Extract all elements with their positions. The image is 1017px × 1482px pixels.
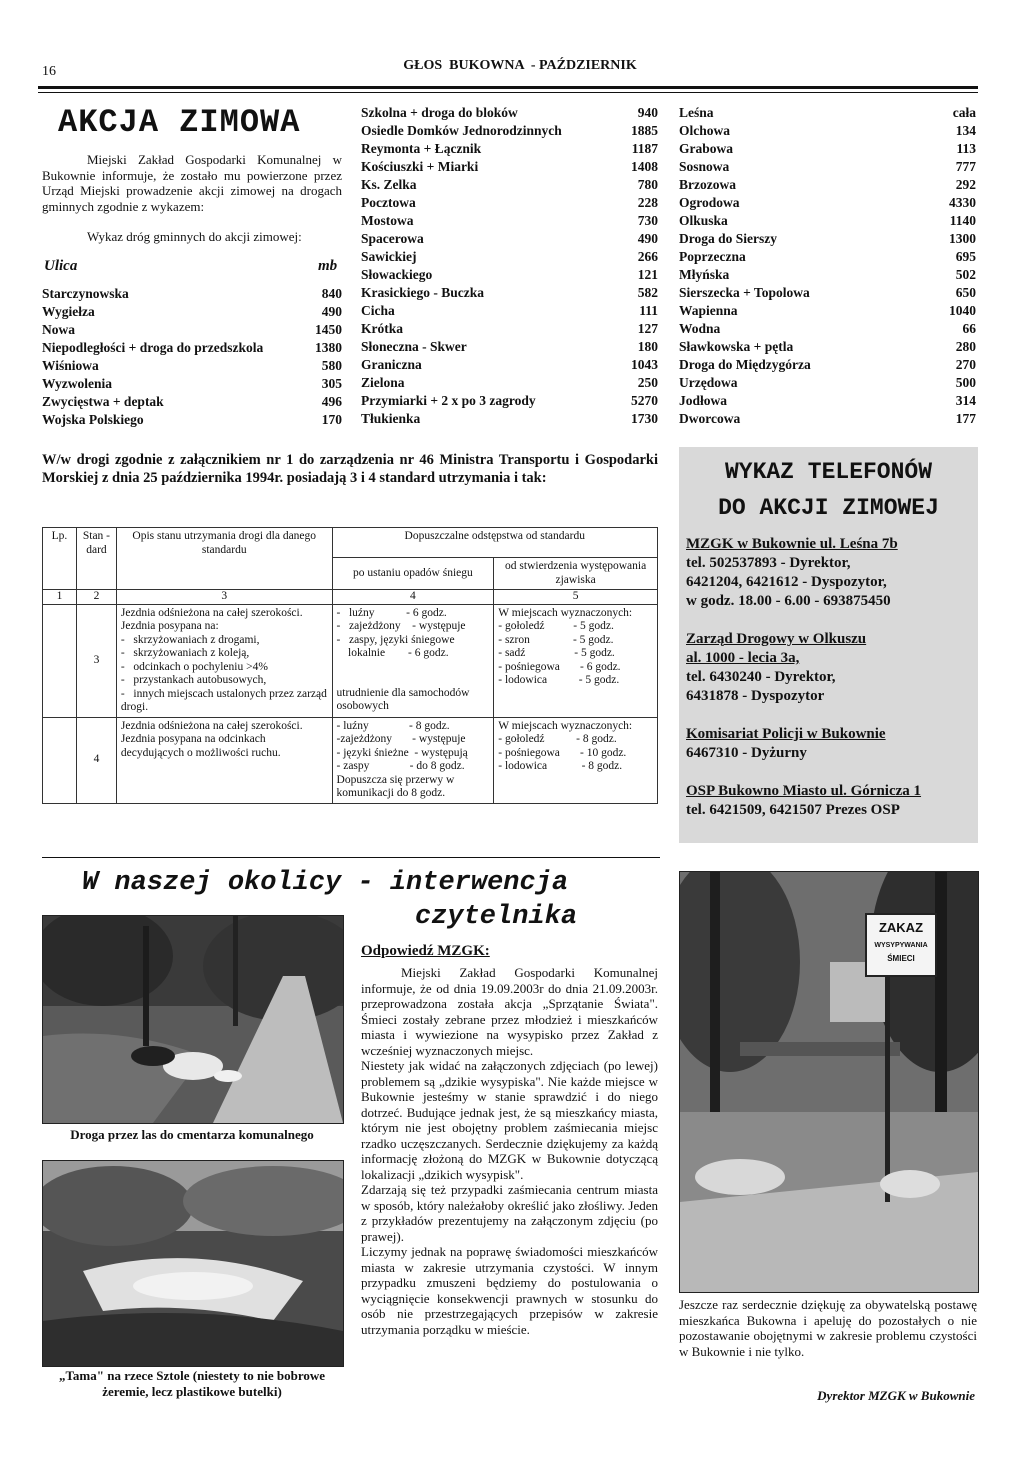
cell-line: - innych miejscach ustalonych przez zarząd drogi.	[120, 687, 330, 713]
policja-line-1: 6467310 - Dyżurny	[686, 745, 807, 761]
street-length: 228	[637, 195, 658, 210]
street-name: Spacerowa	[361, 231, 424, 246]
street-name: Młyńska	[679, 267, 730, 282]
row-opady	[337, 720, 490, 801]
cell-line: W miejscach wyznaczonych:	[498, 719, 633, 732]
street-row	[679, 338, 976, 356]
street-row	[679, 266, 976, 284]
osp-line-1: tel. 6421509, 6421507 Prezes OSP	[686, 802, 900, 818]
page-header-title: GŁOS BUKOWNA - PAŹDZIERNIK	[403, 58, 637, 73]
street-length: 502	[955, 267, 976, 282]
phones-title-1: WYKAZ TELEFONÓW	[724, 459, 933, 485]
street-row	[679, 284, 976, 302]
street-name: Poprzeczna	[679, 249, 746, 264]
street-row	[361, 158, 658, 176]
street-length: 314	[955, 393, 976, 408]
street-length: 500	[955, 375, 976, 390]
street-row	[679, 230, 976, 248]
cell-line: Jezdnia odśnieżona na całej szerokości.	[120, 606, 303, 619]
col-num: 5	[494, 590, 658, 605]
cell-line: - skrzyżowaniach z drogami,	[120, 633, 260, 646]
col-mb: mb	[318, 258, 338, 274]
street-name: Leśna	[679, 105, 714, 120]
row-standard: 4	[76, 717, 116, 803]
street-length: 490	[637, 231, 658, 246]
street-length: cała	[952, 105, 976, 120]
street-length: 650	[955, 285, 976, 300]
river-dam-caption: „Tama" na rzece Sztole (niestety to nie bobrowe żeremie, lecz plastikowe butelki)	[58, 1368, 326, 1399]
street-length: 580	[321, 358, 342, 373]
street-name: Sierszecka + Topolowa	[679, 285, 810, 300]
street-length: 1885	[631, 123, 658, 138]
col-num: 2	[76, 590, 116, 605]
th-standard: Stan - dard	[76, 528, 116, 590]
sign-photo	[679, 871, 979, 1293]
street-length: 496	[321, 394, 342, 409]
signature: Dyrektor MZGK w Bukownie	[817, 1388, 975, 1403]
street-row	[679, 248, 976, 266]
cell-line: Jezdnia posypana na:	[120, 620, 219, 632]
street-length: 5270	[631, 393, 658, 408]
cell-line: - przystankach autobusowych,	[120, 674, 267, 686]
street-row	[42, 411, 342, 429]
cell-line: W miejscach wyznaczonych:	[498, 606, 633, 619]
cell-line: - szron - 5 godz.	[498, 633, 614, 646]
page-number: 16	[42, 64, 56, 79]
street-list-1	[42, 285, 342, 429]
street-name: Ks. Zelka	[361, 177, 417, 192]
street-name: Grabowa	[679, 141, 733, 156]
street-name: Wyzwolenia	[42, 376, 112, 391]
street-row	[679, 158, 976, 176]
row-opady	[337, 607, 490, 714]
street-row	[679, 140, 976, 158]
street-length: 121	[637, 267, 658, 282]
street-list-3	[679, 104, 976, 428]
answer-paragraph-3: Zdarzają się też przypadki zaśmiecania centrum miasta w sposób, który należałoby określić jako złośliwy. Jeden z przykładów prezentujemy na załączonym zdjęciu (po prawej).	[361, 1182, 658, 1244]
street-row	[361, 284, 658, 302]
street-row	[42, 357, 342, 375]
cell-line: - gołoledź - 8 godz.	[498, 733, 617, 745]
street-length: 280	[955, 339, 976, 354]
street-row	[679, 392, 976, 410]
cell-line: - sadź - 5 godz.	[498, 647, 615, 659]
street-row	[42, 339, 342, 357]
th-dopuszczalne: Dopuszczalne odstępstwa od standardu	[332, 528, 657, 558]
street-length: 780	[637, 177, 658, 192]
cell-line: - lodowica - 8 godz.	[498, 760, 623, 772]
zarzad-line-1: tel. 6430240 - Dyrektor,	[686, 669, 836, 685]
section-divider	[42, 857, 660, 858]
street-row	[679, 104, 976, 122]
street-length: 180	[637, 339, 658, 354]
mzgk-line-2: 6421204, 6421612 - Dyspozytor,	[686, 574, 887, 590]
street-length: 127	[637, 321, 658, 336]
street-row	[361, 410, 658, 428]
cell-line: - pośniegowa - 10 godz.	[498, 746, 627, 759]
street-row	[679, 176, 976, 194]
street-row	[42, 303, 342, 321]
mzgk-line-1: tel. 502537893 - Dyrektor,	[686, 555, 851, 571]
street-name: Słowackiego	[361, 267, 433, 282]
cell-line	[337, 661, 490, 674]
street-name: Osiedle Domków Jednorodzinnych	[361, 123, 562, 138]
street-length: 1187	[631, 141, 658, 156]
street-row	[361, 194, 658, 212]
street-row	[679, 410, 976, 428]
okolica-title-1: W naszej okolicy - interwencja	[82, 868, 569, 898]
street-name: Brzozowa	[679, 177, 736, 192]
th-stwierdzenie: od stwierdzenia występowania zjawiska	[494, 558, 658, 590]
street-name: Zwycięstwa + deptak	[42, 394, 164, 409]
street-length: 134	[955, 123, 976, 138]
answer-heading: Odpowiedź MZGK:	[361, 943, 490, 959]
street-name: Szkolna + droga do bloków	[361, 105, 518, 120]
street-row	[361, 230, 658, 248]
row-zjawisko	[498, 720, 653, 774]
street-length: 170	[321, 412, 342, 427]
street-name: Wodna	[679, 321, 721, 336]
street-length: 695	[955, 249, 976, 264]
street-name: Ogrodowa	[679, 195, 740, 210]
street-row	[361, 374, 658, 392]
street-row	[679, 212, 976, 230]
street-name: Wiśniowa	[42, 358, 99, 373]
street-name: Sawickiej	[361, 249, 417, 264]
cell-line	[337, 674, 490, 687]
col-num: 3	[116, 590, 332, 605]
street-length: 177	[955, 411, 976, 426]
answer-paragraph-4: Liczymy jednak na poprawę świadomości mieszkańców miasta w zakresie utrzymania czystości. W innym przypadku zmuszeni będziemy do postulowania o wyciągnięcie konsekwencji prawnych w stosunku do osób nie przestrzegających przepisów w zakresie utrzymania porządku w mieście.	[361, 1244, 658, 1337]
street-length: 66	[962, 321, 976, 336]
street-row	[361, 338, 658, 356]
standards-table	[42, 527, 658, 804]
street-row	[361, 266, 658, 284]
cell-line: - zaspy, języki śniegowe	[336, 633, 455, 646]
street-name: Sosnowa	[679, 159, 730, 174]
cell-line: utrudnienie dla samochodów osobowych	[336, 686, 473, 712]
street-name: Przymiarki + 2 x po 3 zagrody	[361, 393, 536, 408]
street-row	[679, 194, 976, 212]
street-name: Droga do Sierszy	[679, 231, 777, 246]
street-row	[361, 248, 658, 266]
cell-line: - odcinkach o pochyleniu >4%	[120, 660, 268, 673]
row-opis	[121, 720, 328, 761]
okolica-title-2: czytelnika	[415, 902, 578, 932]
street-row	[679, 374, 976, 392]
street-name: Mostowa	[361, 213, 414, 228]
cell-line: Jezdnia posypana na odcinkach decydujących o możliwości ruchu.	[120, 733, 281, 759]
street-length: 1408	[631, 159, 658, 174]
street-length: 940	[637, 105, 658, 120]
header-rule	[38, 86, 978, 89]
street-list-2	[361, 104, 658, 428]
street-length: 111	[639, 303, 658, 318]
forest-road-image	[43, 916, 343, 1123]
street-length: 1730	[631, 411, 658, 426]
street-name: Graniczna	[361, 357, 422, 372]
cell-line: -zajeżdżony - występuje	[336, 733, 466, 745]
street-row	[361, 356, 658, 374]
cell-line: - lodowica - 5 godz.	[498, 674, 620, 686]
street-row	[679, 122, 976, 140]
street-name: Niepodległości + droga do przedszkola	[42, 340, 264, 355]
cell-line: - luźny - 8 godz.	[336, 719, 450, 732]
street-length: 266	[637, 249, 658, 264]
street-name: Wygiełza	[42, 304, 95, 319]
akcja-subintro: Wykaz dróg gminnych do akcji zimowej:	[87, 229, 302, 244]
table-row	[43, 604, 658, 717]
cell-line: - języki śnieżne - występują	[336, 746, 468, 759]
sign-photo-caption: Jeszcze raz serdecznie dziękuję za obywatelską postawę mieszkańca Bukowna i apeluję do pozostałych o nie pozostawanie obojętnymi w zakresie problemu czystości w Bukownie i nie tylko.	[679, 1297, 977, 1359]
street-length: 305	[321, 376, 342, 391]
street-length: 250	[637, 375, 658, 390]
street-row	[361, 140, 658, 158]
street-row	[42, 285, 342, 303]
street-length: 840	[321, 286, 342, 301]
phones-body	[686, 535, 976, 820]
street-length: 1300	[949, 231, 976, 246]
forest-road-caption: Droga przez las do cmentarza komunalnego	[70, 1127, 314, 1142]
street-name: Starczynowska	[42, 286, 129, 301]
answer-paragraph-1: Miejski Zakład Gospodarki Komunalnej informuje, że od dnia 19.09.2003r do dnia 21.09.2003r. przeprowadzona została akcja „Sprzątanie Świata". Śmieci zostały zebrane przez młodzież i mieszkańców miasta i wywiezione na wysypisko przez Zakład z wcześniej wyznaczonych miejsc.	[361, 965, 658, 1058]
street-length: 730	[637, 213, 658, 228]
street-name: Olkuska	[679, 213, 728, 228]
street-row	[361, 392, 658, 410]
col-num: 4	[332, 590, 494, 605]
street-length: 1450	[315, 322, 342, 337]
row-standard: 3	[76, 604, 116, 717]
standard-text: W/w drogi zgodnie z załącznikiem nr 1 do zarządzenia nr 46 Ministra Transportu i Gospodarki Morskiej z dnia 25 października 1994r. posiadają 3 i 4 standard utrzymania i tak:	[42, 452, 658, 486]
cell-line: - zaspy - do 8 godz.	[336, 760, 465, 772]
answer-body	[361, 965, 658, 1337]
row-opis	[121, 607, 328, 715]
row-zjawisko	[498, 607, 653, 688]
street-length: 582	[637, 285, 658, 300]
street-name: Zielona	[361, 375, 405, 390]
cell-line: lokalnie - 6 godz.	[336, 647, 449, 659]
street-name: Tłukienka	[361, 411, 421, 426]
phones-box	[679, 447, 978, 843]
street-length: 113	[956, 141, 976, 156]
sign-text-1: ZAKAZ	[878, 920, 924, 935]
forest-road-photo	[42, 915, 344, 1124]
street-name: Olchowa	[679, 123, 731, 138]
street-name: Słoneczna - Skwer	[361, 339, 467, 354]
answer-paragraph-2: Niestety jak widać na załączonych zdjęciach (po lewej) problemem są „dzikie wysypiska". Nie każde miejsce w Bukownie jesteśmy w stanie sprawdzić i do niego dotrzeć. Budujące jednak jest, że są mieszkańcy miasta, którym nie jest obojętny problem zaśmiecania miejsc rzadko uczęszczanych. Serdecznie dziękujemy za każdą informację złożoną do MZGK w Bukownie dotyczącą lokalizacji „dzikich wysypisk".	[361, 1058, 658, 1182]
street-length: 777	[955, 159, 976, 174]
osp-heading: OSP Bukowno Miasto ul. Górnicza 1	[686, 783, 922, 799]
cell-line: - gołoledź - 5 godz.	[498, 620, 614, 632]
street-length: 1380	[315, 340, 342, 355]
street-row	[361, 122, 658, 140]
street-name: Urzędowa	[679, 375, 738, 390]
header-rule-thin	[38, 92, 978, 93]
street-row	[361, 320, 658, 338]
th-lp: Lp.	[43, 528, 77, 590]
street-name: Dworcowa	[679, 411, 741, 426]
phones-title-2: DO AKCJI ZIMOWEJ	[718, 495, 939, 521]
street-length: 4330	[949, 195, 976, 210]
street-name: Kościuszki + Miarki	[361, 159, 479, 174]
street-name: Wapienna	[679, 303, 738, 318]
cell-line: - zajeżdżony - występuje	[336, 620, 466, 632]
street-name: Krótka	[361, 321, 403, 336]
street-name: Krasickiego - Buczka	[361, 285, 484, 300]
street-row	[361, 176, 658, 194]
street-name: Wojska Polskiego	[42, 412, 144, 427]
street-row	[361, 104, 658, 122]
cell-line: Dopuszcza się przerwy w komunikacji do 8 godz.	[336, 773, 458, 799]
street-row	[679, 356, 976, 374]
street-row	[679, 302, 976, 320]
street-length: 490	[321, 304, 342, 319]
policja-heading: Komisariat Policji w Bukownie	[686, 726, 886, 742]
street-row	[679, 320, 976, 338]
table-row	[43, 717, 658, 803]
street-row	[361, 212, 658, 230]
street-name: Nowa	[42, 322, 75, 337]
sign-text-3: ŚMIECI	[887, 954, 915, 963]
street-length: 270	[955, 357, 976, 372]
street-name: Cicha	[361, 303, 395, 318]
th-opady: po ustaniu opadów śniegu	[332, 558, 494, 590]
street-name: Sławkowska + pętla	[679, 339, 794, 354]
th-opis: Opis stanu utrzymania drogi dla danego standardu	[116, 528, 332, 590]
street-length: 1043	[631, 357, 658, 372]
street-length: 292	[955, 177, 976, 192]
street-name: Pocztowa	[361, 195, 416, 210]
zarzad-heading-2: al. 1000 - lecia 3a,	[686, 650, 800, 666]
sign-text-2: WYSYPYWANIA	[874, 942, 928, 949]
col-ulica: Ulica	[44, 258, 78, 274]
street-name: Droga do Międzygórza	[679, 357, 811, 372]
street-row	[42, 393, 342, 411]
sign-image	[680, 872, 978, 1292]
akcja-title: AKCJA ZIMOWA	[58, 104, 301, 141]
akcja-intro: Miejski Zakład Gospodarki Komunalnej w Bukownie informuje, że zostało mu powierzone przez Urząd Miejski prowadzenie akcji zimowej na drogach gminnych zgodnie z wykazem:	[42, 152, 342, 214]
col-num: 1	[43, 590, 77, 605]
street-row	[42, 321, 342, 339]
river-dam-image	[43, 1161, 343, 1366]
cell-line: Jezdnia odśnieżona na całej szerokości.	[120, 719, 303, 732]
mzgk-line-3: w godz. 18.00 - 6.00 - 693875450	[686, 593, 891, 609]
mzgk-heading: MZGK w Bukownie ul. Leśna 7b	[686, 536, 898, 552]
street-length: 1140	[949, 213, 976, 228]
street-length: 1040	[949, 303, 976, 318]
cell-line: - luźny - 6 godz.	[336, 606, 447, 619]
street-row	[361, 302, 658, 320]
river-dam-photo	[42, 1160, 344, 1367]
street-name: Jodłowa	[679, 393, 728, 408]
cell-line: - pośniegowa - 6 godz.	[498, 660, 621, 673]
street-name: Reymonta + Łącznik	[361, 141, 482, 156]
street-row	[42, 375, 342, 393]
zarzad-line-2: 6431878 - Dyspozytor	[686, 688, 825, 704]
zarzad-heading-1: Zarząd Drogowy w Olkuszu	[686, 631, 867, 647]
cell-line: - skrzyżowaniach z koleją,	[120, 647, 250, 659]
